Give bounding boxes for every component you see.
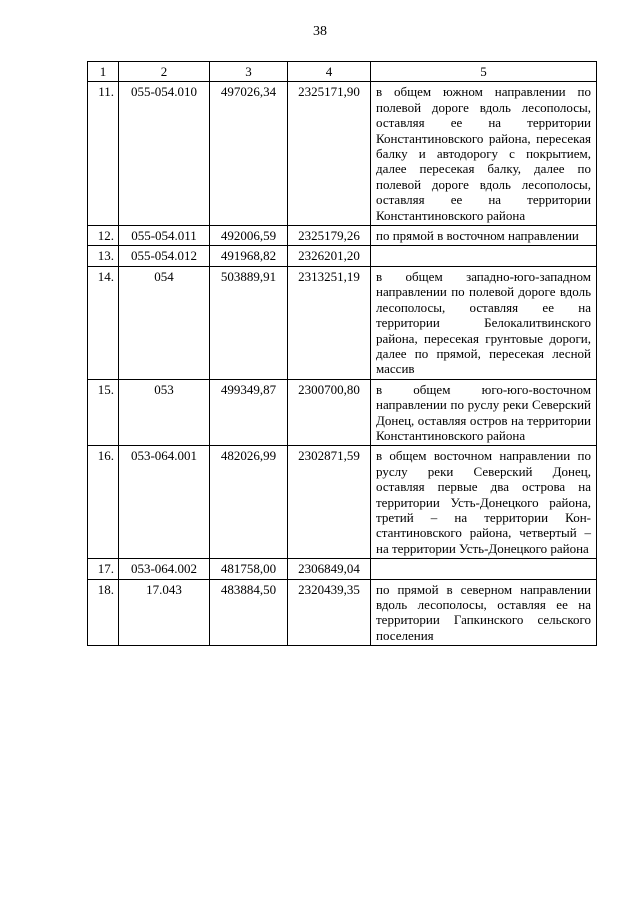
- point-id: 053-064.002: [119, 559, 210, 579]
- table-row: [88, 266, 597, 379]
- boundary-description: [371, 559, 597, 579]
- coordinate-y: 2325179,26: [288, 226, 371, 246]
- coordinate-y: 2325171,90: [288, 82, 371, 226]
- coordinate-x: 503889,91: [210, 266, 288, 379]
- row-number: 18.: [88, 579, 119, 646]
- boundary-description: [371, 246, 597, 266]
- table-row: [88, 446, 597, 559]
- boundary-description: в общем восточном направлении по руслу реки Северский Донец, оставляя первые два острова на территории Усть-Донецкого района, третий – на территории Константиновского района, четвертый – на территории Усть-Донецкого района: [371, 446, 597, 559]
- table-row: [88, 379, 597, 446]
- boundary-description: в общем западно-юго-западном направлении по полевой дороге вдоль лесополосы, оставляя ее на территории Белокалитвинского района, пересекая грунтовые дороги, далее по прямой, пересекая лесной массив: [371, 266, 597, 379]
- boundary-description: по прямой в восточном направлении: [371, 226, 597, 246]
- point-id: 055-054.012: [119, 246, 210, 266]
- boundary-description: в общем южном направлении по полевой дороге вдоль лесополосы, оставляя ее на территории Константиновского района, пересекая балку и автодорогу с покрытием, далее пересекая балку, далее по полевой дороге вдоль лесополосы, оставляя ее на территории Константиновского района: [371, 82, 597, 226]
- row-number: 11.: [88, 82, 119, 226]
- coordinate-x: 483884,50: [210, 579, 288, 646]
- point-id: 055-054.010: [119, 82, 210, 226]
- boundary-description: в общем юго-юго-восточном направлении по руслу реки Северский Донец, оставляя остров на территории Константиновского района: [371, 379, 597, 446]
- table-row: [88, 82, 597, 226]
- boundary-points-table: [87, 61, 597, 646]
- point-id: 053-064.001: [119, 446, 210, 559]
- table-row: [88, 226, 597, 246]
- coordinate-x: 482026,99: [210, 446, 288, 559]
- point-id: 17.043: [119, 579, 210, 646]
- table-row: [88, 559, 597, 579]
- coordinate-x: 492006,59: [210, 226, 288, 246]
- coordinate-x: 499349,87: [210, 379, 288, 446]
- column-header-4: 4: [288, 62, 371, 82]
- table-row: [88, 246, 597, 266]
- table-row: [88, 579, 597, 646]
- column-header-1: 1: [88, 62, 119, 82]
- point-id: 055-054.011: [119, 226, 210, 246]
- row-number: 16.: [88, 446, 119, 559]
- row-number: 15.: [88, 379, 119, 446]
- row-number: 17.: [88, 559, 119, 579]
- coordinate-y: 2300700,80: [288, 379, 371, 446]
- boundary-description: по прямой в северном направлении вдоль лесополосы, оставляя ее на территории Гапкинского сельского поселения: [371, 579, 597, 646]
- row-number: 13.: [88, 246, 119, 266]
- coordinate-y: 2326201,20: [288, 246, 371, 266]
- column-header-2: 2: [119, 62, 210, 82]
- coordinate-x: 491968,82: [210, 246, 288, 266]
- table-header-row: [88, 62, 597, 82]
- coordinate-y: 2320439,35: [288, 579, 371, 646]
- row-number: 12.: [88, 226, 119, 246]
- coordinate-x: 481758,00: [210, 559, 288, 579]
- column-header-5: 5: [371, 62, 597, 82]
- column-header-3: 3: [210, 62, 288, 82]
- point-id: 053: [119, 379, 210, 446]
- point-id: 054: [119, 266, 210, 379]
- row-number: 14.: [88, 266, 119, 379]
- coordinate-x: 497026,34: [210, 82, 288, 226]
- page-number: 38: [313, 24, 327, 39]
- coordinate-y: 2302871,59: [288, 446, 371, 559]
- coordinate-y: 2313251,19: [288, 266, 371, 379]
- coordinate-y: 2306849,04: [288, 559, 371, 579]
